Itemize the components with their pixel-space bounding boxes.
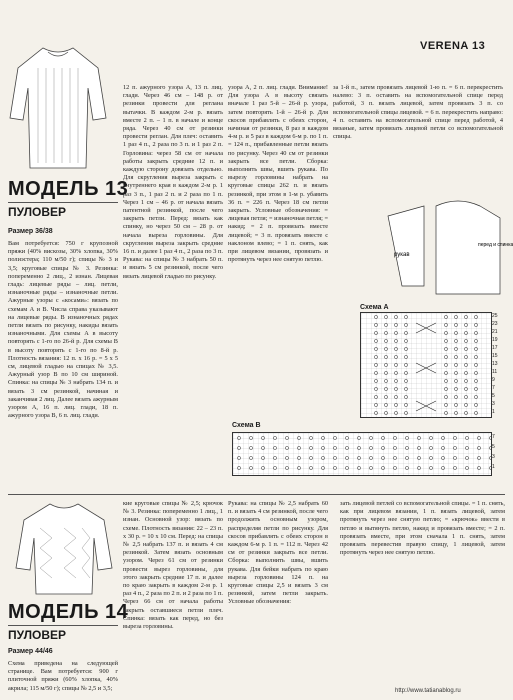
chart-row-number: 19 [492, 337, 498, 343]
sleeve-label: рукав [394, 252, 410, 258]
model13-col4: за 1-й п., затем провязать лицевой 1-ю п. = 6 п. перекрестить налево: 3 п. оставить на вспомогательной спице перед работой, 3 п. вязать лицевой, затем провязать 3 п. со вспомогательной спицы лицевой. = 6 п. перекрестить направо: 4 п. оставить на вспомогательной спице перед работой, 4 вязаные, затем провязать лицевой петли со вспомогательной спицы. [333, 84, 503, 141]
chart-row-number: 21 [492, 329, 498, 335]
section-divider [8, 494, 505, 495]
model13-subtitle: ПУЛОВЕР [8, 205, 67, 219]
model13-title: МОДЕЛЬ 13 [8, 178, 129, 200]
chart-b-row-numbers [492, 432, 508, 472]
chart-a [360, 312, 492, 418]
chart-row-number: 1 [492, 409, 495, 415]
chart-row-number: 15 [492, 353, 498, 359]
chart-row-number: 5 [492, 393, 495, 399]
chart-a-row-numbers [492, 312, 508, 416]
model14-col3: Рукава: на спицы № 2,5 набрать 60 п. и вязать 4 см резинкой, после чего продолжить основным узором, распределяя петли по рисунку. Для скосов прибавлять с обеих сторон в каждом 6-м р. 1 п. = 112 п. Через 42 см от резинки закрыть все петли. Сборка: выполнить швы, вшить рукава. Для бейки набрать по краю выреза горловины 124 п. на круговые спицы 2,5 и вязать 3 см резинкой, затем петли закрыть. Условные обозначения: [228, 500, 328, 606]
chart-a-title: Схема А [360, 304, 389, 311]
model14-col4: зать лицевой петлей со вспомогательной спицы. = 1 п. снять, как при лицевом вязании, 1 п. вязать лицевой, затем протянуть через нее снятую петлю; = «крючок» ввести в петлю и вытянуть петлю, накид и провязать вместе; = 2 п. провязать вместе, при этом сначала 1 п. снять, затем провязать перевестив правую спицу, 1 лицевой, затем протянуть через нее снятую петлю. [340, 500, 505, 557]
divider [8, 202, 118, 203]
model14-col1: Схема приведена на следующей странице. Вам потребуется: 900 г плиточной пряжи (60% хлопка, 40% акрила; 115 м/50 г); спицы № 2,5 и 3,5; [8, 660, 118, 692]
chart-row-number: 11 [492, 369, 498, 375]
model13-size: Размер 36/38 [8, 228, 53, 235]
model14-sketch [12, 498, 117, 598]
chart-row-number: 3 [492, 401, 495, 407]
model13-col2: 12 п. ажурного узора А, 13 п. лиц. глади. Через 46 см – 148 р. от резинки провести для реглана вытачки. В каждом 2-м р. вязать вместе 2 п. – 1 п. в начале и конце ряда. Через 40 см от резинки провести реглан. Для плеч: оставить 1 раз 4 п., 2 раза по 3 п. и 1 раз 2 п. Горловина: через 58 см от начала работы закрыть средние 12 п. и каждую сторону довязать отдельно. Для скругления выреза закрыть с внутреннего края в каждом 2-м р. 1 раз 3 п., 1 раз 2 п. и 2 раза по 1 п. Через 1 см – 46 р. от начала вязать патентной резинкой, после чего закрыть петли. Перед: вязать как спинку, но через 50 см – 28 р. от начала выреза горловины. Для скругления выреза закрыть средние 16 п. и далее 1 раз 4 п., 2 раза по 3 п. Рукава: на спицы № 3 набрать 50 п. и вязать 5 см резинкой, после чего вязать лицевой гладью по рисунку. [123, 84, 223, 280]
magazine-title: VERENA 13 [420, 40, 486, 52]
chart-row-number: 3 [492, 454, 495, 460]
chart-row-number: 7 [492, 434, 495, 440]
front-label: перед и спинка [478, 242, 513, 248]
chart-row-number: 23 [492, 321, 498, 327]
divider [8, 625, 118, 626]
model13-sketch [8, 38, 108, 176]
chart-row-number: 13 [492, 361, 498, 367]
footer-url[interactable]: http://www.tatianablog.ru [395, 688, 461, 694]
model14-col2: кие круговые спицы № 2,5; крючок № 3. Резинка: попеременно 1 лиц., 1 изнан. Основной узор: вязать по схеме. Плотность вязания: 22 – 23 п. x 30 р. = 10 x 10 см. Перед: на спицы № 2,5 набрать 137 п. и вязать 4 см резинкой. Затем вязать основным узором. Через 61 см от резинки провести вырез горловины, для этого закрыть средние 17 п. и далее по краю закрыть в каждом 2-м р. 1 раз 4 п., 2 раза по 2 п. и 2 раза по 1 п. Через 66 см от начала работы закрыть оставшиеся петли плеч. Спинка: вязать как перед, но без выреза горловины. [123, 500, 223, 631]
model13-col3: узора А, 2 п. лиц. глади. Внимание! Для узора А в высоту связать вначале 1 раз 5-й – 26-й р. узора, затем повторять 1-й – 26-й р. Для скосов прибавлять с обеих сторон, начиная от резинки, 8 раз в каждом 4-м р. и 5 раз в каждом 6-м р. по 1 п. = 124 п., прибавленные петли вязать по рисунку. Через 40 см от резинки закрыть все петли. Сборка: выполнить швы, вшить рукава. По вырезу горловины набрать на круговые спицы 262 п. и вязать резинкой, при этом в 1-м р. убавить 36 п. = 226 п. Через 18 см петли закрыть. Условные обозначения: = лицевая петля; = изнаночная петля; = накид; = 2 п. провязать вместе лицевой; = 3 п. провязать вместе с наклоном влево; = 1 п. снять, как при лицевом вязании, провязать и протянуть через нее снятую петлю. [228, 84, 328, 264]
model14-subtitle: ПУЛОВЕР [8, 628, 67, 642]
model13-col1: Вам потребуется: 750 г крупозной пряжи (40% вискозы, 30% хлопка, 30% полиэстера; 110 м/50 г); спицы № 3 и 3,5; круговые спицы № 3. Резинка: попеременно 2 лиц., 2 изнан. Лицевая гладь: лицевые ряды – лиц. петли, изнаночные ряды – изнаночные петли. Ажурные узоры с «косами»: вязать по схемам А и В. Числа справа указывают на лицевые ряды. В изнаночных рядах петли вязать по рисунку, накиды вязать изнаночными. Для схемы А в высоту повторять с 1-го по 26-й р. Для схемы В в высоту повторять с 1-го по 8-й р. Плотность вязания: 12 п. x 16 р. = 5 x 5 см, лицевой гладью на спицах № 3,5. Ажурный узор В по 10 см шириной. Спинка: на спицы № 3 набрать 134 п. и вязать 3 см резинкой, начиная и заканчивая 2 лиц. Далее вязать ажурным узором А, 16 п. лиц. глади, 18 п. ажурного узора В, 6 п. лиц. глади. [8, 240, 118, 420]
chart-row-number: 1 [492, 464, 495, 470]
chart-row-number: 17 [492, 345, 498, 351]
chart-row-number: 5 [492, 444, 495, 450]
chart-row-number: 9 [492, 377, 495, 383]
garment-schematic [380, 196, 513, 306]
chart-row-number: 7 [492, 385, 495, 391]
model14-size: Размер 44/46 [8, 648, 53, 655]
chart-row-number: 25 [492, 313, 498, 319]
chart-b [232, 432, 492, 476]
chart-b-title: Схема В [232, 422, 261, 429]
model14-title: МОДЕЛЬ 14 [8, 601, 129, 623]
